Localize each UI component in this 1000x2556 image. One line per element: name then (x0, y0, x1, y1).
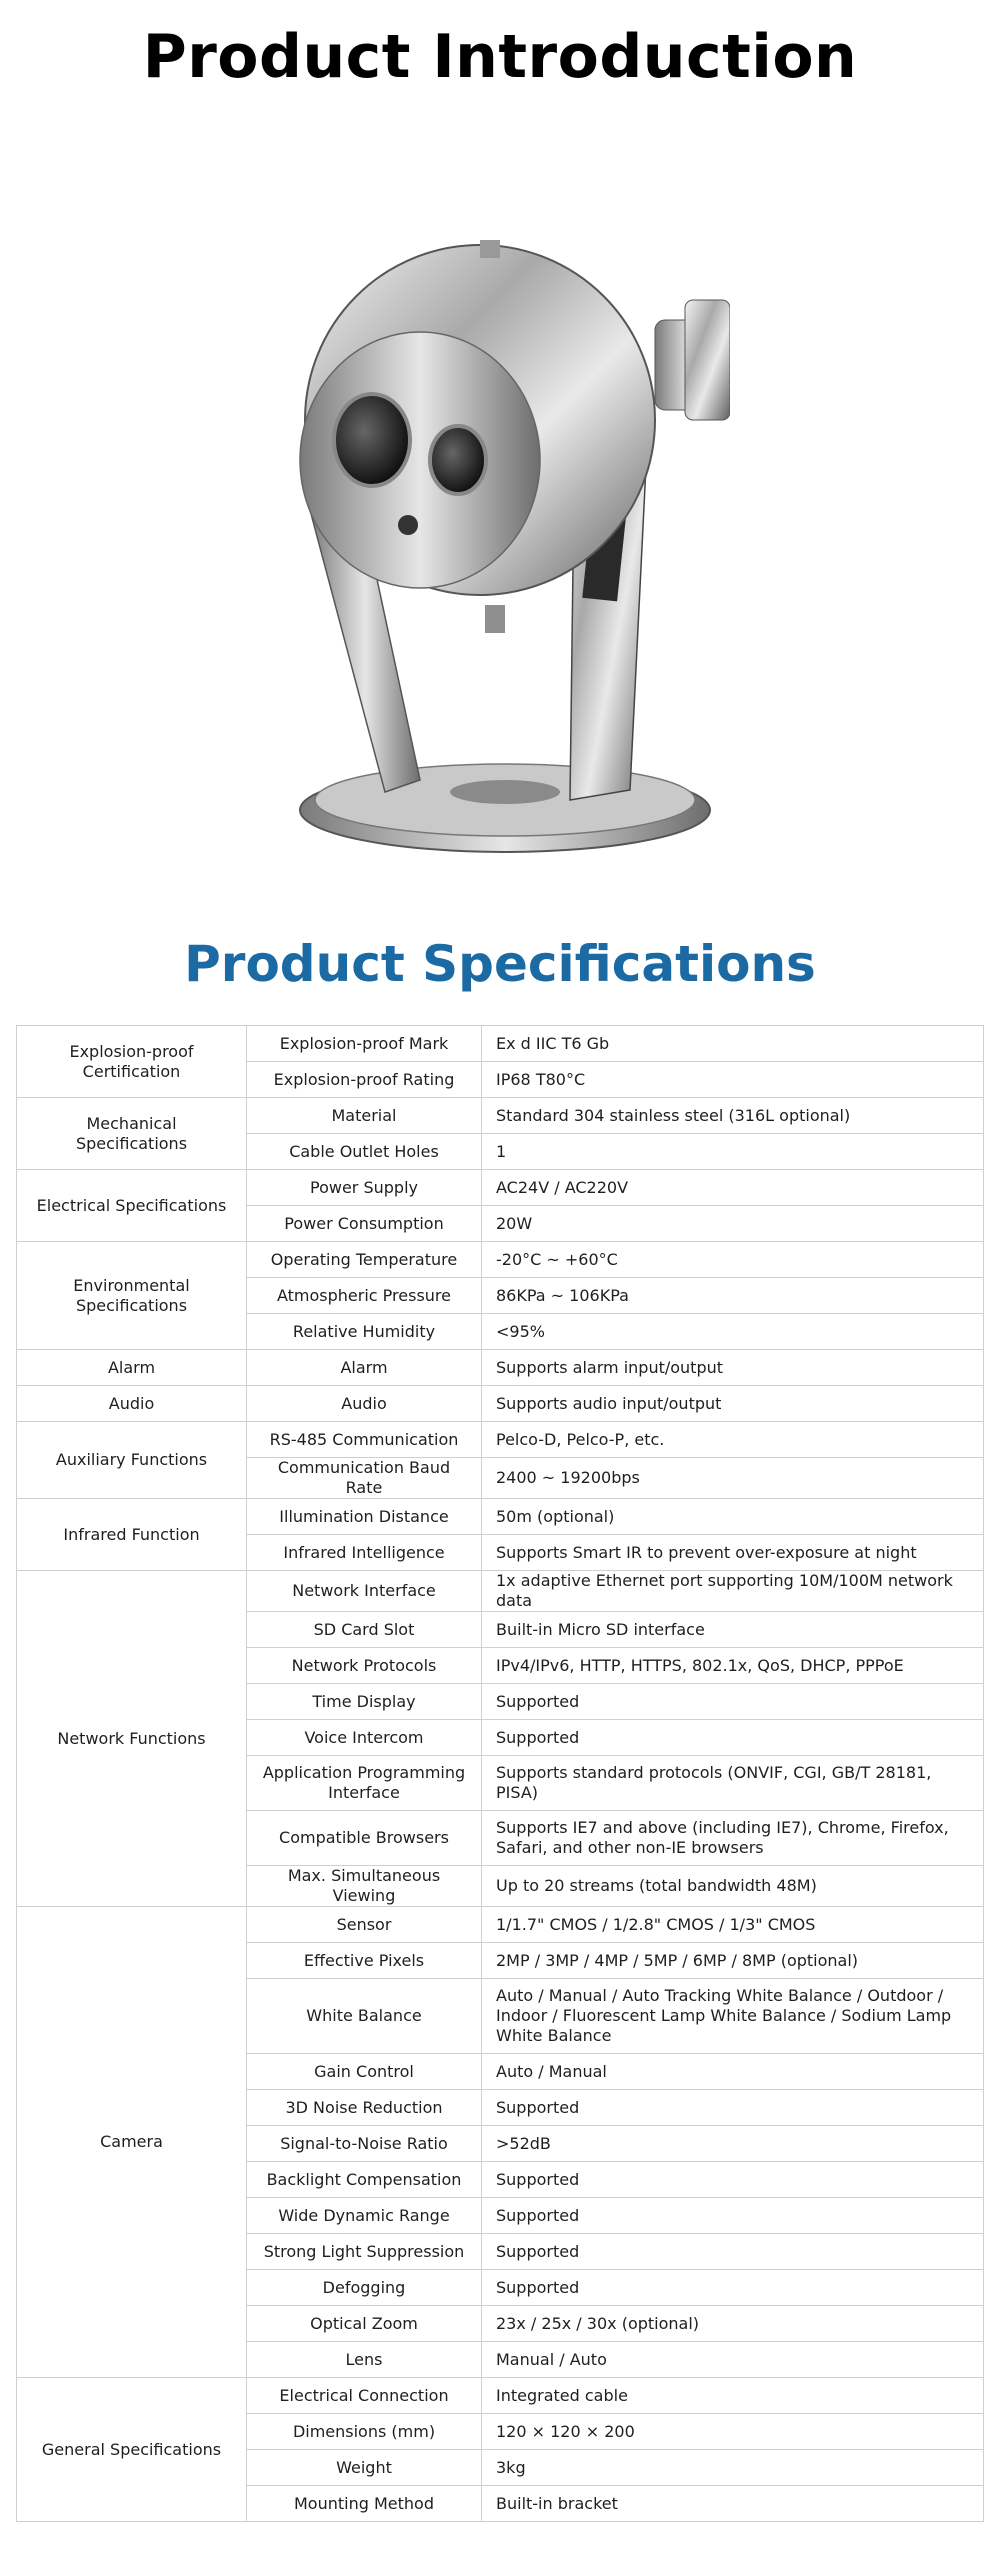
spec-item: Lens (247, 2342, 482, 2378)
spec-item: Illumination Distance (247, 1499, 482, 1535)
spec-value: Supported (482, 2270, 984, 2306)
spec-item: Communication Baud Rate (247, 1458, 482, 1499)
spec-value: -20°C ~ +60°C (482, 1242, 984, 1278)
spec-value: IP68 T80°C (482, 1062, 984, 1098)
spec-value: 1 (482, 1134, 984, 1170)
spec-value: Integrated cable (482, 2378, 984, 2414)
spec-value: Auto / Manual / Auto Tracking White Balance / Outdoor / Indoor / Fluorescent Lamp White Balance / Sodium Lamp White Balance (482, 1979, 984, 2054)
table-row (17, 1499, 984, 1535)
spec-item: Relative Humidity (247, 1314, 482, 1350)
spec-item: Network Interface (247, 1571, 482, 1612)
spec-value: Built-in Micro SD interface (482, 1612, 984, 1648)
spec-item: Dimensions (mm) (247, 2414, 482, 2450)
spec-value: Ex d IIC T6 Gb (482, 1026, 984, 1062)
spec-value: Auto / Manual (482, 2054, 984, 2090)
spec-item: Audio (247, 1386, 482, 1422)
specs-section-title: Product Specifications (184, 935, 816, 993)
spec-value: 1/1.7" CMOS / 1/2.8" CMOS / 1/3" CMOS (482, 1907, 984, 1943)
spec-value: 50m (optional) (482, 1499, 984, 1535)
spec-item: SD Card Slot (247, 1612, 482, 1648)
spec-item: Time Display (247, 1684, 482, 1720)
spec-value: Supported (482, 2234, 984, 2270)
table-row (17, 1242, 984, 1278)
spec-item: Max. Simultaneous Viewing (247, 1866, 482, 1907)
spec-value: Supported (482, 1684, 984, 1720)
spec-category: Environmental Specifications (17, 1242, 247, 1350)
spec-value: Up to 20 streams (total bandwidth 48M) (482, 1866, 984, 1907)
spec-item: Defogging (247, 2270, 482, 2306)
spec-category: Electrical Specifications (17, 1170, 247, 1242)
spec-value: Supports standard protocols (ONVIF, CGI, GB/T 28181, PISA) (482, 1756, 984, 1811)
spec-item: Material (247, 1098, 482, 1134)
table-row (17, 1386, 984, 1422)
spec-item: Mounting Method (247, 2486, 482, 2522)
spec-item: Backlight Compensation (247, 2162, 482, 2198)
spec-category: Network Functions (17, 1571, 247, 1907)
spec-value: Supports IE7 and above (including IE7), Chrome, Firefox, Safari, and other non-IE browsers (482, 1811, 984, 1866)
spec-item: Strong Light Suppression (247, 2234, 482, 2270)
spec-value: Manual / Auto (482, 2342, 984, 2378)
spec-item: White Balance (247, 1979, 482, 2054)
spec-item: Alarm (247, 1350, 482, 1386)
spec-value: Built-in bracket (482, 2486, 984, 2522)
spec-value: Supports Smart IR to prevent over-exposure at night (482, 1535, 984, 1571)
spec-item: Wide Dynamic Range (247, 2198, 482, 2234)
spec-value: Supported (482, 2090, 984, 2126)
table-row (17, 1026, 984, 1062)
table-row (17, 1571, 984, 1612)
specs-table (16, 1025, 984, 2522)
spec-item: Effective Pixels (247, 1943, 482, 1979)
spec-item: Explosion-proof Mark (247, 1026, 482, 1062)
spec-value: Pelco-D, Pelco-P, etc. (482, 1422, 984, 1458)
spec-category: Audio (17, 1386, 247, 1422)
spec-item: 3D Noise Reduction (247, 2090, 482, 2126)
table-row (17, 2378, 984, 2414)
spec-value: Supported (482, 2162, 984, 2198)
spec-item: Gain Control (247, 2054, 482, 2090)
spec-category: Mechanical Specifications (17, 1098, 247, 1170)
spec-item: Signal-to-Noise Ratio (247, 2126, 482, 2162)
table-row (17, 1907, 984, 1943)
spec-value: Supports audio input/output (482, 1386, 984, 1422)
spec-item: Power Supply (247, 1170, 482, 1206)
spec-value: 3kg (482, 2450, 984, 2486)
spec-item: Infrared Intelligence (247, 1535, 482, 1571)
spec-value: Supported (482, 2198, 984, 2234)
spec-value: 20W (482, 1206, 984, 1242)
spec-item: Electrical Connection (247, 2378, 482, 2414)
spec-value: 23x / 25x / 30x (optional) (482, 2306, 984, 2342)
spec-value: 1x adaptive Ethernet port supporting 10M/100M network data (482, 1571, 984, 1612)
table-row (17, 1350, 984, 1386)
spec-value: 2MP / 3MP / 4MP / 5MP / 6MP / 8MP (optional) (482, 1943, 984, 1979)
spec-item: Optical Zoom (247, 2306, 482, 2342)
spec-item: Atmospheric Pressure (247, 1278, 482, 1314)
spec-item: RS-485 Communication (247, 1422, 482, 1458)
spec-value: 2400 ~ 19200bps (482, 1458, 984, 1499)
page-title: Product Introduction (142, 22, 858, 92)
spec-value: AC24V / AC220V (482, 1170, 984, 1206)
spec-item: Network Protocols (247, 1648, 482, 1684)
spec-item: Voice Intercom (247, 1720, 482, 1756)
spec-category: Auxiliary Functions (17, 1422, 247, 1499)
spec-item: Application Programming Interface (247, 1756, 482, 1811)
spec-value: Supports alarm input/output (482, 1350, 984, 1386)
spec-value: IPv4/IPv6, HTTP, HTTPS, 802.1x, QoS, DHCP, PPPoE (482, 1648, 984, 1684)
spec-category: Infrared Function (17, 1499, 247, 1571)
spec-item: Explosion-proof Rating (247, 1062, 482, 1098)
spec-item: Weight (247, 2450, 482, 2486)
camera-product-image (290, 180, 730, 860)
spec-value: 86KPa ~ 106KPa (482, 1278, 984, 1314)
spec-item: Compatible Browsers (247, 1811, 482, 1866)
spec-value: 120 × 120 × 200 (482, 2414, 984, 2450)
spec-category: Explosion-proof Certification (17, 1026, 247, 1098)
spec-category: Alarm (17, 1350, 247, 1386)
spec-value: >52dB (482, 2126, 984, 2162)
spec-value: <95% (482, 1314, 984, 1350)
spec-value: Standard 304 stainless steel (316L optional) (482, 1098, 984, 1134)
table-row (17, 1422, 984, 1458)
spec-value: Supported (482, 1720, 984, 1756)
spec-category: General Specifications (17, 2378, 247, 2522)
spec-item: Operating Temperature (247, 1242, 482, 1278)
spec-category: Camera (17, 1907, 247, 2378)
spec-item: Power Consumption (247, 1206, 482, 1242)
table-row (17, 1170, 984, 1206)
table-row (17, 1098, 984, 1134)
spec-item: Sensor (247, 1907, 482, 1943)
spec-item: Cable Outlet Holes (247, 1134, 482, 1170)
